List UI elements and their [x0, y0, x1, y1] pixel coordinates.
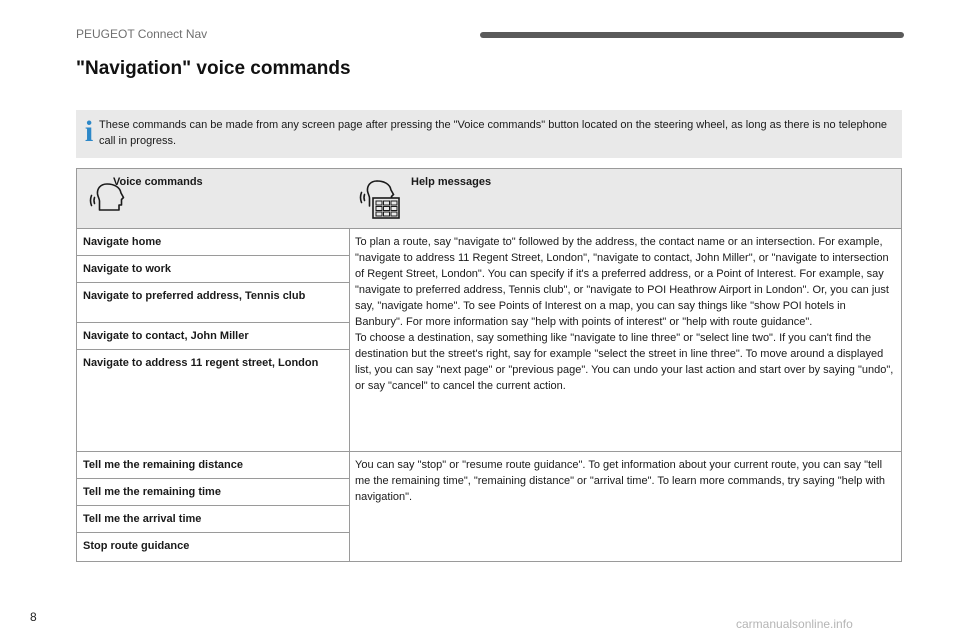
table-row: Navigate to preferred address, Tennis club [77, 283, 349, 323]
watermark: carmanualsonline.info [736, 617, 853, 631]
table-row: Tell me the remaining distance [77, 452, 349, 479]
voice-commands-table [76, 168, 902, 562]
table-row: Navigate to work [77, 256, 349, 283]
table-row: Tell me the arrival time [77, 506, 349, 533]
info-box [76, 110, 902, 158]
page-header-bar [480, 32, 904, 38]
table-row: Navigate to address 11 regent street, London [83, 357, 319, 369]
table-header [77, 169, 901, 229]
help-messages-header: Help messages [411, 176, 492, 188]
page-title: "Navigation" voice commands [76, 58, 351, 79]
voice-commands-header: Voice commands [113, 176, 203, 188]
table-row: Stop route guidance [83, 540, 190, 552]
info-icon: i [84, 115, 94, 148]
page-header-label: PEUGEOT Connect Nav [76, 27, 208, 41]
help-message: To plan a route, say "navigate to" followed by the address, the contact name or an intersection. For example, "navigate to address 11 Regent Street, London", "navigate to contact, John Miller", or "navigate to intersection of Regent Street, London". You can specify if it's a preferred address, or a Point of Interest. For example, say "navigate to preferred address, Tennis club", or "navigate to POI Heathrow Airport in London". Or, you can just say, "navigate home". To see Points of Interest on a map, you can say things like "show POI hotels in Banbury". For more information say "help with points of interest" or "help with route guidance". To choose a destination, say something like "navigate to line three" or "select line two". If you can't find the destination but the street's right, say for example "select the street in line three". To move around a displayed list, you can say "next page" or "previous page". You can undo your last action and start over by saying "undo", or say "cancel" to cancel the current action. [355, 236, 894, 392]
table-row: Tell me the remaining time [77, 479, 349, 506]
table-row: Navigate to contact, John Miller [77, 323, 349, 350]
speaking-head-screen-icon [359, 178, 401, 220]
info-text: These commands can be made from any screen page after pressing the "Voice commands" button located on the steering wheel, as long as there is no telephone call in progress. [99, 119, 888, 147]
help-message: You can say "stop" or "resume route guidance". To get information about your current route, you can say "tell me the remaining time", "remaining distance" or "arrival time". To learn more commands, try saying "help with navigation". [355, 459, 886, 503]
page-number: 8 [30, 610, 37, 624]
table-row: Navigate home [77, 229, 349, 256]
